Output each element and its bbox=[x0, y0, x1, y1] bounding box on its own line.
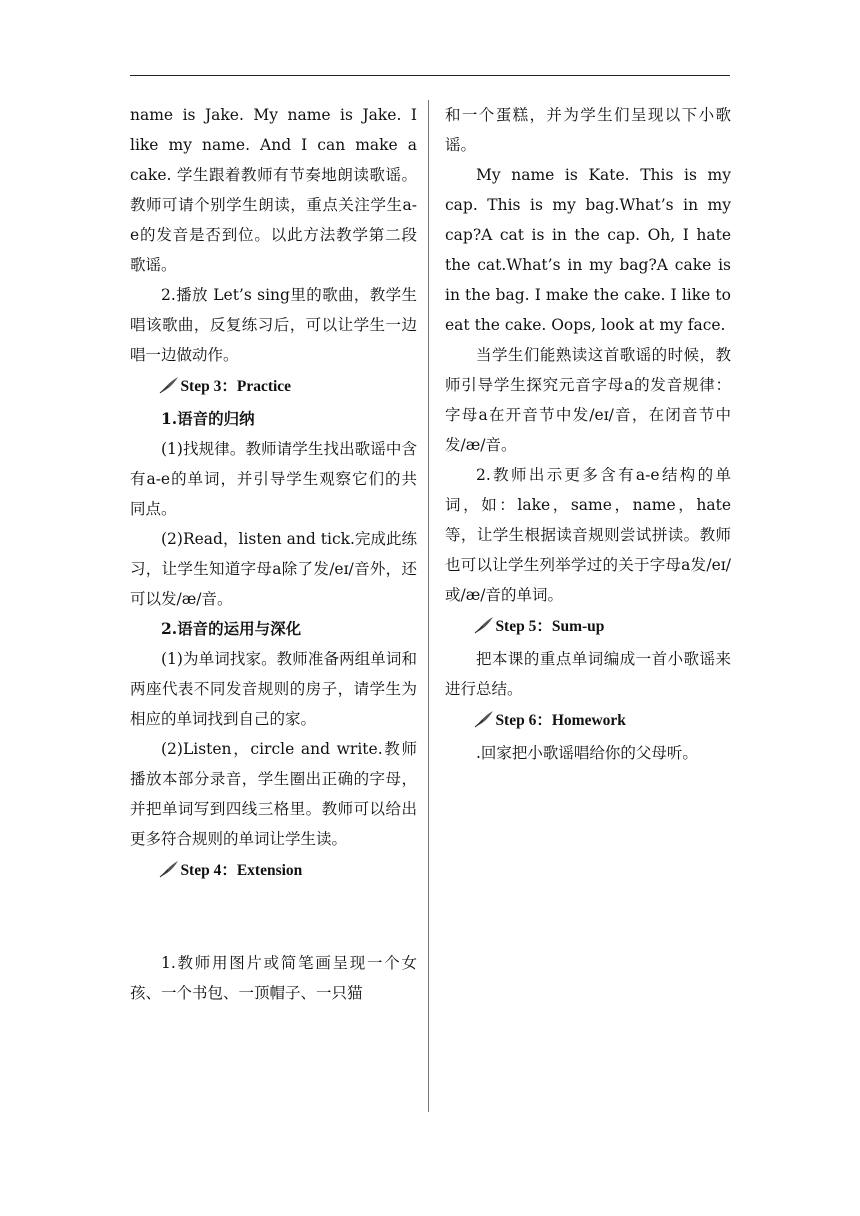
paragraph: 1.教师用图片或简笔画呈现一个女孩、一个书包、一顶帽子、一只猫 bbox=[130, 954, 417, 1002]
column-divider bbox=[428, 100, 429, 1112]
step-heading-label: Step 5：Sum-up bbox=[495, 618, 605, 635]
paragraph: name is Jake. My name is Jake. I like my name. And I can make a cake. 学生跟着教师有节奏地朗读歌谣。教师可请个别学生朗读，重点关注学生a-e的发音是否到位。以此方法教学第二段歌谣。 bbox=[130, 106, 417, 274]
step-heading bbox=[445, 612, 731, 642]
paragraph: My name is Kate. This is my cap. This is my bag.What’s in my cap?A cat is in the cap. Oh, I hate the cat.What’s in my bag?A cake is in the bag. I make the cake. I like to eat the cake. Oops, look at my face. bbox=[445, 166, 731, 334]
subheading: 2.语音的运用与深化 bbox=[161, 619, 302, 638]
quill-pen-icon bbox=[159, 860, 179, 878]
step-heading-label: Step 4：Extension bbox=[180, 862, 303, 879]
paragraph: (1)找规律。教师请学生找出歌谣中含有a-e的单词，并引导学生观察它们的共同点。 bbox=[130, 440, 417, 518]
step-heading bbox=[445, 706, 731, 736]
header-rule bbox=[130, 75, 730, 76]
step-heading bbox=[130, 856, 417, 886]
quill-pen-icon bbox=[474, 616, 494, 634]
left-column bbox=[130, 100, 417, 1008]
paragraph: 和一个蛋糕，并为学生们呈现以下小歌谣。 bbox=[445, 106, 731, 154]
step-heading-label: Step 6：Homework bbox=[495, 712, 626, 729]
paragraph: (1)为单词找家。教师准备两组单词和两座代表不同发音规则的房子，请学生为相应的单词找到自己的家。 bbox=[130, 650, 417, 728]
right-column bbox=[445, 100, 731, 768]
quill-pen-icon bbox=[159, 376, 179, 394]
paragraph: 2.教师出示更多含有a-e结构的单词，如：lake，same，name，hate等，让学生根据读音规则尝试拼读。教师也可以让学生列举学过的关于字母a发/eɪ/或/æ/音的单词。 bbox=[445, 466, 731, 604]
step-heading bbox=[130, 372, 417, 402]
subheading: 1.语音的归纳 bbox=[161, 409, 255, 428]
paragraph: 把本课的重点单词编成一首小歌谣来进行总结。 bbox=[445, 650, 731, 698]
paragraph: (2)Listen，circle and write.教师播放本部分录音，学生圈出正确的字母，并把单词写到四线三格里。教师可以给出更多符合规则的单词让学生读。 bbox=[130, 740, 417, 848]
paragraph: 当学生们能熟读这首歌谣的时候，教师引导学生探究元音字母a的发音规律：字母a在开音节中发/eɪ/音，在闭音节中发/æ/音。 bbox=[445, 346, 731, 454]
step-heading-label: Step 3：Practice bbox=[180, 378, 292, 395]
quill-pen-icon bbox=[474, 710, 494, 728]
paragraph: .回家把小歌谣唱给你的父母听。 bbox=[476, 744, 698, 762]
blank-space bbox=[130, 888, 417, 948]
paragraph: 2.播放 Let’s sing里的歌曲，教学生唱该歌曲，反复练习后，可以让学生一边唱一边做动作。 bbox=[130, 286, 417, 364]
paragraph: (2)Read，listen and tick.完成此练习，让学生知道字母a除了发/eɪ/音外，还可以发/æ/音。 bbox=[130, 530, 417, 608]
